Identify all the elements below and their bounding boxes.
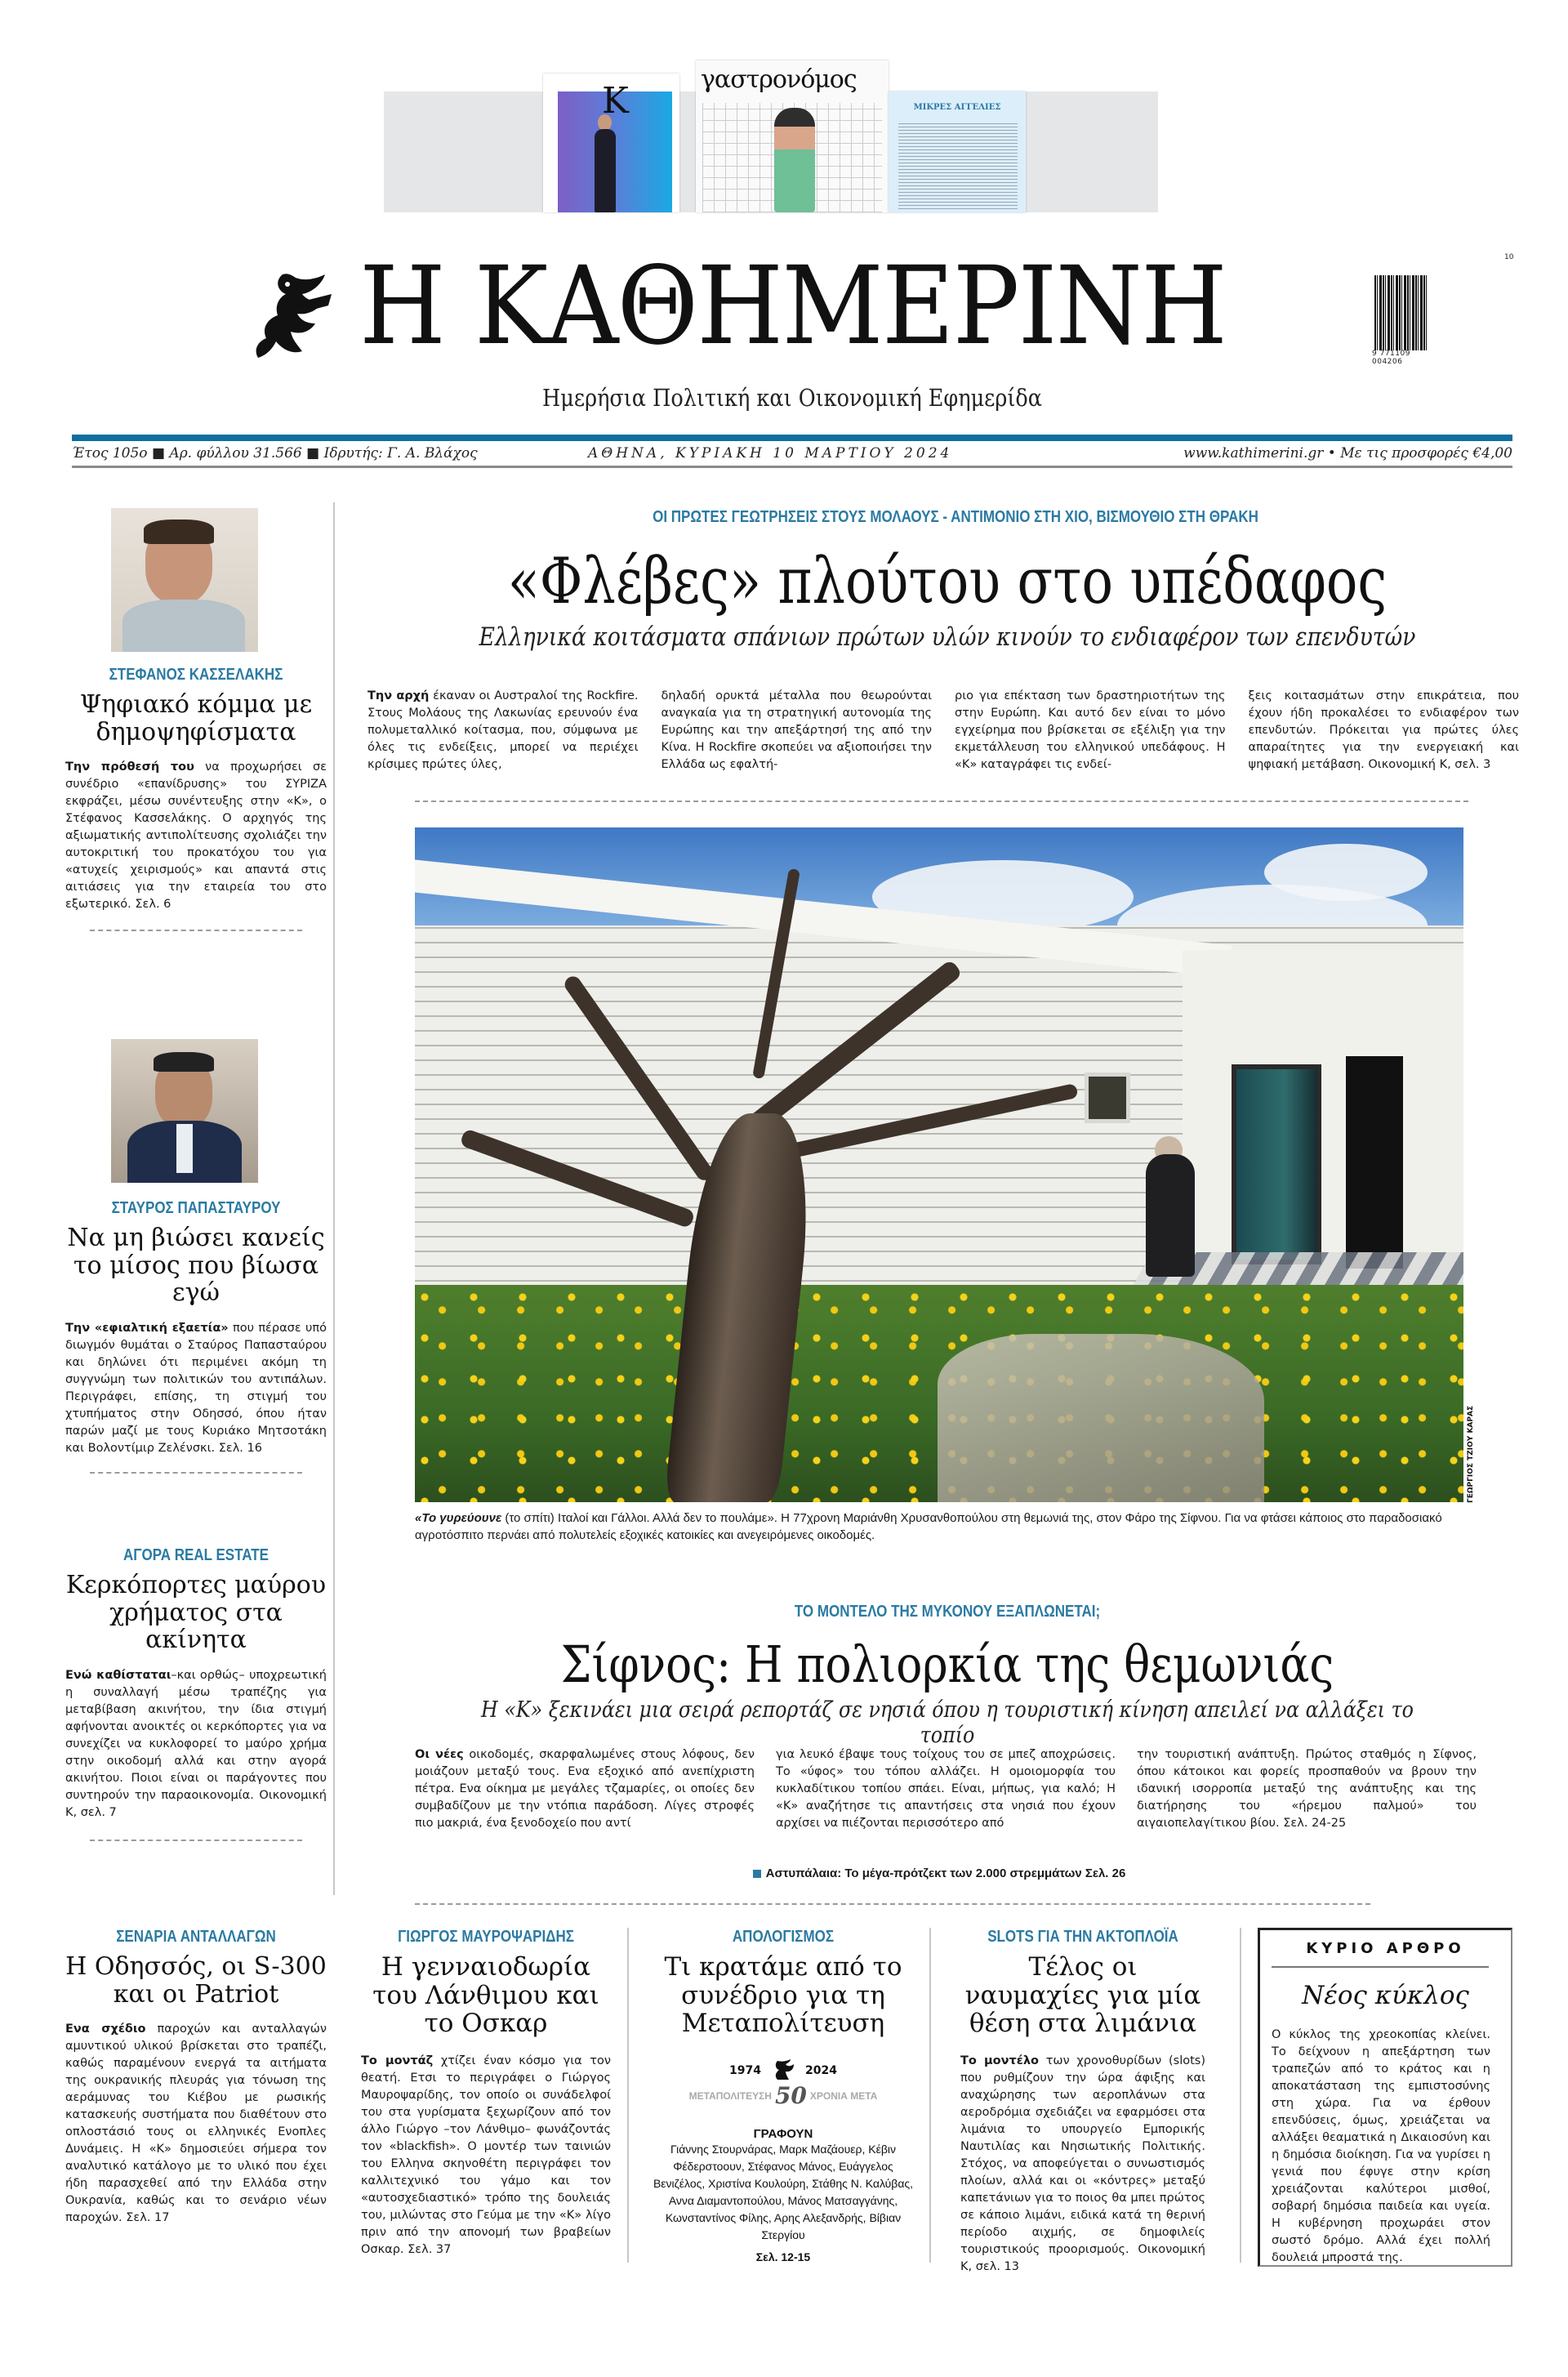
sidebar-story-odessa[interactable] — [65, 1928, 327, 2227]
folio-rule — [72, 466, 1512, 468]
lead-column-4: ξεις κοιτασμάτων στην επικράτεια, που έχουν ήδη προκαλέσει το ενδιαφέρον των επενδυτών. Πρόκειται για πρώτες ύλες απαραίτητες για την ενεργειακή και ψηφιακή μετάβαση. Οικονομική Κ, σελ. 3 — [1248, 689, 1519, 771]
photo-door — [1232, 1064, 1321, 1264]
story-text: που πέρασε υπό διωγμόν θυμάται ο Σταύρος Παπασταύρου και δηλώνει ότι περιμένει ακόμη τη συγγνώμη των πολιτικών του αντιπάλων. Περιγράφει, επίσης, τη στιγμή του χτυπήματος στην Οδησσό, όπου ήταν παρών μαζί με τους Κυριάκο Μητσοτάκη και Βολοντίμιρ Ζελένσκι. Σελ. 16 — [65, 1321, 327, 1455]
lead-body — [368, 688, 1519, 774]
photo-caption — [415, 1510, 1468, 1544]
sifnos-kicker: ΤΟ ΜΟΝΤΕΛΟ ΤΗΣ ΜΥΚΟΝΟΥ ΕΞΑΠΛΩΝΕΤΑΙ; — [794, 1603, 1101, 1621]
classifieds-columns — [898, 123, 1018, 209]
square-bullet-icon — [753, 1870, 761, 1878]
lead-column-3: ριο για επέκταση των δραστηριοτήτων της στην Ευρώπη. Και αυτό δεν είναι το μόνο εγχείρημα που βρίσκεται σε εξέλιξη για την εκμετάλλευση του ελληνικού υπεδάφους. Η «Κ» καταγράφει τις ενδεί- — [955, 689, 1226, 771]
story-headline[interactable]: Να μη βιώσει κανείς το μίσος που βίωσα εγώ — [67, 1224, 325, 1308]
editorial-rule — [1272, 1966, 1489, 1968]
story-kicker: SLOTS ΓΙΑ ΤΗΝ ΑΚΤΟΠΛΟΪΑ — [987, 1928, 1178, 1946]
masthead-tagline: Ημερήσια Πολιτική και Οικονομική Εφημερίδα — [542, 384, 1042, 412]
story-body — [960, 2053, 1205, 2276]
story-kicker: ΣΤΕΦΑΝΟΣ ΚΑΣΣΕΛΑΚΗΣ — [109, 666, 283, 684]
sifnos-separator — [415, 1903, 1370, 1905]
editorial-headline[interactable]: Νέος κύκλος — [1302, 1981, 1469, 2010]
photo-rocks — [938, 1334, 1264, 1502]
metapolitefsi-subtitle — [689, 2082, 878, 2109]
story-slots[interactable] — [960, 1928, 1205, 2276]
story-kicker: ΑΠΟΛΟΓΙΣΜΟΣ — [732, 1928, 835, 1946]
story-kicker: ΑΓΟΡΑ REAL ESTATE — [122, 1546, 270, 1564]
story-text: –και ορθώς– υποχρεωτική η συναλλαγή μέσω τραπέζης για μεταβίβαση ακινήτου, την ίδια στιγμή αφήνονται ανοικτές οι κερκόπορτες για να συνεχίζει να κυκλοφορεί το μαύρο χρήμα στην οικοδομή αλλά και στην αγορά ακινήτου. Ποιοι είναι οι παράγοντες που συντηρούν την παραοικονομία. Οικονομική Κ, σελ. 7 — [65, 1668, 327, 1819]
caption-lead: «Το γυρεύουνε — [415, 1511, 502, 1525]
sifnos-column-2: για λευκό έβαψε τους τοίχους του σε μπεζ αποχρώσεις. Το «ύφος» του τόπου αλλάζει. Η ομοιομορφία του κυκλαδίτικου τοπίου σπάει. Είναι, μήπως, για καλό; Η «Κ» αναζήτησε τις απαντήσεις στα νησιά που έχουν αρχίσει να πιέζονται περισσότερο από — [776, 1748, 1116, 1830]
story-lead: Το μοντάζ — [361, 2054, 434, 2068]
lead-separator — [415, 801, 1468, 802]
metapolitefsi-years — [729, 2059, 837, 2082]
barcode-number: 9 771109 004206 — [1372, 350, 1410, 366]
promo-classifieds[interactable] — [889, 91, 1026, 212]
story-lead: Το μοντέλο — [960, 2054, 1039, 2068]
story-body — [65, 1667, 327, 1822]
portrait-hair — [154, 1052, 214, 1072]
sifnos-lead-in: Οι νέες — [415, 1748, 464, 1761]
portrait-shirt — [122, 600, 245, 652]
masthead-title: Η ΚΑΘΗΜΕΡΙΝΗ — [359, 243, 1227, 369]
column-divider — [1240, 1928, 1241, 2263]
lead-headline[interactable]: «Φλέβες» πλούτου στο υπέδαφος — [507, 545, 1388, 618]
story-headline[interactable]: Κερκόπορτες μαύρου χρήματος στα ακίνητα — [65, 1571, 327, 1655]
magazine-k-title: K — [602, 80, 629, 122]
magazine-k-person — [595, 129, 616, 212]
portrait-hair — [144, 520, 214, 544]
griffin-icon — [250, 270, 340, 361]
sifnos-column-text: οικοδομές, σκαρφαλωμένες στους λόφους, δεν μοιάζουν μεταξύ τους. Ενα εξοχικό από ανεπίχριστη πέτρα. Ενα οίκημα με μεγάλες τζαμαρίες, οι οποίες δεν συμβαδίζουν με την ντόπια παράδοση. Λίγες στροφές πιο μακριά, ένα ξενοδοχείο που αντί — [415, 1748, 755, 1830]
writers-title: ΓΡΑΦΟΥΝ — [753, 2127, 813, 2142]
story-text: χτίζει έναν κόσμο για τον θεατή. Ετσι το περιγράφει ο Γιώργος Μαυροψαρίδης, τον οποίο οι συνάδελφοί του στα γυρίσματα ξεχωρίζουν από τον άλλο Γιώργο –τον Λάνθιμο– φωνάζοντάς τον «blackfish». Ο μοντέρ των ταινιών του Ελληνα σκηνοθέτη περιγράφει τον καλλιτεχνικό του γάμο και τον «αυτοσχεδιαστικό» τρόπο της δουλειάς του, μιλώντας στο Γεύμα με την «Κ» λίγο πριν από την απονομή των βραβείων Οσκαρ. Σελ. 37 — [361, 2054, 611, 2257]
sidebar-story-real-estate[interactable] — [65, 1546, 327, 1841]
masthead-rule — [72, 435, 1512, 441]
story-lead: Ενα σχέδιο — [65, 2022, 146, 2036]
story-body — [65, 1320, 327, 1457]
story-separator — [90, 1472, 302, 1474]
story-separator — [90, 1840, 302, 1841]
lead-lead-in: Την αρχή — [368, 689, 430, 702]
story-lanthimos[interactable] — [361, 1928, 611, 2259]
barcode — [1374, 275, 1428, 350]
related-text: Αστυπάλαια: Το μέγα-πρότζεκτ των 2.000 στρεμμάτων Σελ. 26 — [765, 1866, 1126, 1880]
sifnos-related-link[interactable] — [572, 1866, 1307, 1880]
year-start: 1974 — [729, 2064, 761, 2078]
photo-credit: ΓΕΩΡΓΙΟΣ ΤΖΙΟΥ ΚΑΡΑΣ — [1467, 1405, 1475, 1503]
story-headline[interactable]: Η Οδησσός, οι S-300 και οι Patriot — [65, 1952, 327, 2009]
sidebar-story-papastavrou[interactable] — [65, 1199, 327, 1474]
photo-cloud — [1264, 844, 1428, 901]
logo-fifty: 50 — [774, 2082, 807, 2110]
story-text: παροχών και ανταλλαγών αμυντικού υλικού βρίσκεται στο τραπέζι, καθώς παραμένουν ενεργά τα αιτήματα της ουκρανικής πλευράς για τόνωση της αεράμυνας του Κιέβου με ρωσικής κατασκευής συστήματα που διαθέτουν στο οπλοστάσιό τους οι ελληνικές Ενοπλες Δυνάμεις. Η «Κ» δημοσιεύει σήμερα τον αναλυτικό κατάλογο με το υλικό που έχει ήδη παρασχεθεί από την Ελλάδα στην Ουκρανία, καθώς και το σενάριο νέων παροχών. Σελ. 17 — [65, 2022, 327, 2225]
story-text: των χρονοθυρίδων (slots) που ρυθμίζουν την ώρα άφιξης και αναχώρησης των αεροπλάνων στα αεροδρόμια σχεδιάζει να εφαρμόσει στα λιμάνια το υπουργείο Εμπορικής Ναυτιλίας και Νησιωτικής Πολιτικής. Στόχος, να αποφεύγεται ο συνωστισμός πλοίων, αλλά και οι «κόντρες» μεταξύ καπετάνιων για το ποιος θα μπει πρώτος σε κάποιο λιμάνι, ειδικά κατά τη θερινή περίοδο αιχμής, σε δημοφιλείς τουριστικούς προορισμούς. Οικονομική Κ, σελ. 13 — [960, 2054, 1206, 2274]
lead-deck: Ελληνικά κοιτάσματα σπάνιων πρώτων υλών κινούν το ενδιαφέρον των επενδυτών — [479, 622, 1416, 652]
story-headline[interactable]: Ψηφιακό κόμμα με δημοψηφίσματα — [79, 690, 313, 747]
story-metapolitefsi[interactable] — [652, 1928, 915, 2263]
story-lead: Ενώ καθίσταται — [65, 1668, 172, 1682]
caption-text: (το σπίτι) Ιταλοί και Γάλλοι. Αλλά δεν το πουλάμε». Η 77χρονη Μαριάνθη Χρυσανθοπούλου στη θεμωνιά της, στον Φάρο της Σίφνου. Για να φτάσει κάποιος στο παραδοσιακό αγροτόσπιτο περνάει από πολυτελείς εξοχικές κατοικίες και ανεγειρόμενες οικοδομές. — [415, 1511, 1442, 1542]
sifnos-column-1 — [415, 1746, 755, 1832]
photo-house — [1183, 950, 1463, 1301]
promo-magazine-k[interactable] — [543, 74, 679, 212]
story-kicker: ΣΤΑΥΡΟΣ ΠΑΠΑΣΤΑΥΡΟΥ — [111, 1199, 281, 1217]
folio-issue-info: Έτος 105ο ■ Αρ. φύλλου 31.566 ■ Ιδρυτής: Γ. Α. Βλάχος — [72, 445, 478, 462]
lead-column-1 — [368, 688, 639, 774]
magazine-gastronomos-title: γαστρονόμος — [701, 65, 857, 94]
portrait-kasselakis[interactable] — [111, 508, 258, 652]
story-separator — [90, 930, 302, 931]
story-lead: Την «εφιαλτική εξαετία» — [65, 1321, 229, 1335]
magazine-gastronomos-illustration — [774, 108, 815, 212]
story-lead: Την πρόθεσή του — [65, 760, 194, 774]
portrait-papastavrou[interactable] — [111, 1039, 258, 1183]
classifieds-title: ΜΙΚΡΕΣ ΑΓΓΕΛΙΕΣ — [913, 103, 1001, 112]
writers-list: Γιάννης Στουρνάρας, Μαρκ Μαζάουερ, Κέβιν Φέδερστοουν, Στέφανος Μάνος, Ευάγγελος Βενιζέλος, Χριστίνα Κουλούρη, Στάθης Ν. Καλύβας, Αννα Διαμαντοπούλου, Μάνος Ματσαγγάνης, Κωνσταντίνος Φίλης, Αρης Αλεξανδρής, Βίβιαν Στεργίου — [653, 2143, 914, 2242]
story-body — [65, 2021, 327, 2227]
editorial-box[interactable] — [1258, 1928, 1512, 2267]
folio-website-price[interactable]: www.kathimerini.gr • Με τις προσφορές €4,00 — [1183, 445, 1512, 462]
sifnos-headline[interactable]: Σίφνος: Η πολιορκία της θεμωνιάς — [560, 1634, 1334, 1694]
photo-woman — [1146, 1154, 1195, 1277]
logo-right-text: ΧΡΟΝΙΑ ΜΕΤΑ — [809, 2089, 878, 2102]
lead-column-2: δηλαδή ορυκτά μέταλλα που θεωρούνται αναγκαία για τη στρατηγική αυτονομία της Ευρώπης και την απεξάρτησή της από την Κίνα. Η Rockfire σκοπεύει να αξιοποιήσει την Ελλάδα ως εφαλτή- — [661, 689, 932, 771]
story-body — [361, 2053, 611, 2259]
portrait-shirt — [176, 1124, 193, 1173]
column-divider — [627, 1928, 629, 2263]
editorial-body: Ο κύκλος της χρεοκοπίας κλείνει. Το δείχνουν η απεξάρτηση των τραπεζών από το κράτος και η αποκατάσταση της εμπιστοσύνης στη χώρα. Για να έρθουν επενδύσεις, όμως, χρειάζεται να αλλάξει θεαματικά η Δικαιοσύνη και η δημόσια διοίκηση. Για να γυρίσει η γενιά που έφυγε στην κρίση χρειάζονται καλύτεροι μισθοί, σοβαρή δημόσια παιδεία και υγεία. Η κυβέρνηση προχωράει στον σωστό δρόμο. Αλλά έχει πολλή δουλειά μπροστά της. — [1272, 2028, 1490, 2264]
editorial-label: ΚΥΡΙΟ ΑΡΘΡΟ — [1306, 1940, 1465, 1957]
sifnos-deck: Η «Κ» ξεκινάει μια σειρά ρεπορτάζ σε νησιά όπου η τουριστική κίνηση απειλεί να αλλάξει το τοπίο — [481, 1697, 1414, 1748]
story-headline[interactable]: Η γενναιοδωρία του Λάνθιμου και το Οσκαρ — [372, 1952, 599, 2039]
story-headline[interactable]: Τέλος οι ναυμαχίες για μία θέση στα λιμάνια — [964, 1952, 1201, 2039]
year-end: 2024 — [805, 2064, 837, 2078]
story-headline[interactable]: Τι κρατάμε από το συνέδριο για τη Μεταπολίτευση — [664, 1952, 902, 2039]
story-body — [65, 759, 327, 913]
metapolitefsi-logo — [652, 2059, 915, 2109]
column-divider — [333, 502, 335, 1895]
logo-left-text: ΜΕΤΑΠΟΛΙΤΕΥΣΗ — [688, 2089, 772, 2102]
story-kicker: ΣΕΝΑΡΙΑ ΑΝΤΑΛΛΑΓΩΝ — [116, 1928, 276, 1946]
lead-kicker: ΟΙ ΠΡΩΤΕΣ ΓΕΩΤΡΗΣΕΙΣ ΣΤΟΥΣ ΜΟΛΑΟΥΣ - ΑΝΤΙΜΟΝΙΟ ΣΤΗ ΧΙΟ, ΒΙΣΜΟΥΘΙΟ ΣΤΗ ΘΡΑΚΗ — [653, 508, 1258, 526]
photo-window — [1085, 1073, 1130, 1123]
story-kicker: ΓΙΩΡΓΟΣ ΜΑΥΡΟΨΑΡΙΔΗΣ — [398, 1928, 574, 1946]
photo-doorway — [1346, 1056, 1403, 1269]
sifnos-body — [415, 1746, 1477, 1832]
promo-magazine-gastronomos[interactable] — [696, 60, 889, 212]
lead-column-text: έκαναν οι Αυστραλοί της Rockfire. Στους Μολάους της Λακωνίας ερευνούν ένα πολυμεταλλικό κοίτασμα, που, σύμφωνα με όλες τις ενδείξεις, μπορεί να περιέχει κρίσιμες πρώτες ύλες, — [368, 689, 639, 771]
folio-date: ΑΘΗΝΑ, ΚΥΡΙΑΚΗ 10 ΜΑΡΤΙΟΥ 2024 — [588, 445, 953, 462]
issue-number: 10 — [1504, 253, 1514, 261]
lead-photo[interactable] — [415, 827, 1463, 1502]
griffin-icon — [771, 2059, 795, 2082]
sifnos-column-3: την τουριστική ανάπτυξη. Πρώτος σταθμός η Σίφνος, όπου κάτοικοι και φορείς προσπαθούν να βρουν την ιδανική ισορροπία μεταξύ της ανάπτυξης και της διατήρησης του «ήρεμου παλμού» του αιγαιοπελαγίτικου βίου. Σελ. 24-25 — [1137, 1748, 1477, 1830]
story-text: να προχωρήσει σε συνέδριο «επανίδρυσης» του ΣΥΡΙΖΑ εκφράζει, μέσω συνέντευξης στην «Κ», ο Στέφανος Κασσελάκης. Ο αρχηγός της αξιωματικής αντιπολίτευσης σχολιάζει την αυτοκριτική του προκατόχου του για «ατυχείς χειρισμούς» και απαντά στις αιτιάσεις για την εταιρεία του στο εξωτερικό. Σελ. 6 — [65, 760, 327, 912]
page-reference: Σελ. 12-15 — [755, 2250, 811, 2264]
sidebar-story-kasselakis[interactable] — [65, 666, 327, 931]
column-divider — [929, 1928, 931, 2263]
